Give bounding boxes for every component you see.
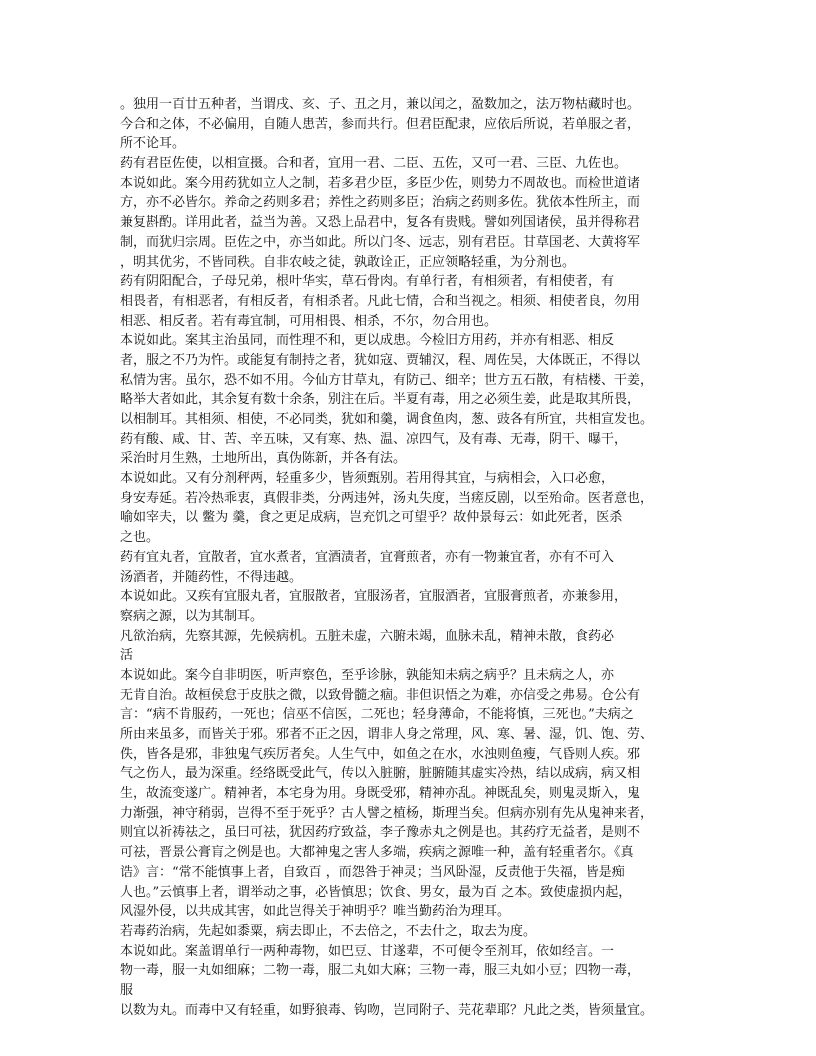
text-line: 身安寿延。若冷热乖衷，真假非类，分两违舛，汤丸失度，当瘥反剧，以至殆命。医者意也， [120,490,654,506]
text-line: 之也。 [120,530,160,546]
text-line: 无肯自治。故桓侯怠于皮肤之微，以致骨髓之痼。非但识悟之为难，亦信受之弗易。仓公有 [120,687,641,703]
text-line: 者，服之不乃为忤。或能复有制持之者，犹如寇、贾辅汉，程、周佐吴，大体既正，不得以 [120,352,641,368]
text-line: 力渐强，神守稍弱，岂得不至于死乎？古人譬之植杨，斯理当矣。但病亦别有先从鬼神来者， [120,805,654,821]
text-line: 以数为丸。而毒中又有轻重，如野狼毒、钩吻，岂同附子、芫花辈耶？凡此之类，皆须量宜。 [120,1002,654,1018]
text-line: 所不论耳。 [120,136,186,152]
text-line: 察病之源，以为其制耳。 [120,608,264,624]
text-line: 风湿外侵，以共成其害，如此岂得关于神明乎？唯当勤药治为理耳。 [120,904,511,920]
text-line: 服 [120,982,134,998]
text-line: 药有酸、咸、甘、苦、辛五味，又有寒、热、温、凉四气，及有毒、无毒，阴干、曝干， [120,431,628,447]
text-line: 生，故流变遂广。精神者，本宅身为用。身既受邪，精神亦乱。神既乱矣，则鬼灵斯入，鬼 [120,786,641,802]
text-line: 以相制耳。其相须、相使，不必同类，犹如和羹，调食鱼肉，葱、豉各有所宜，共相宣发也。 [120,412,654,427]
text-line: 本说如此。案其主治虽同，而性理不和，更以成患。今检旧方用药，并亦有相恶、相反 [120,333,615,349]
text-line: 可祛，晋景公膏肓之例是也。大都神鬼之害人多端，疾病之源唯一种，盖有轻重者尔。《真 [120,845,634,861]
text-line: 活 [120,648,134,664]
text-line: 物一毒，服一丸如细麻；二物一毒，服二丸如大麻；三物一毒，服三丸如小豆；四物一毒， [120,963,641,979]
text-line: 略举大者如此，其余复有数十余条，别注在后。半夏有毒，用之必须生姜，此是取其所畏， [120,392,641,408]
text-line: 相恶、相反者。若有毒宜制，可用相畏、相杀，不尔，勿合用也。 [120,313,498,329]
text-line: 相畏者，有相恶者，有相反者，有相杀者。凡此七情，合和当视之。相须、相使者良，勿用 [120,293,641,309]
text-line: 所由来虽多，而皆关于邪。邪者不正之因，谓非人身之常理，风、寒、暑、湿，饥、饱、劳、 [120,727,654,742]
text-line: 本说如此。又疾有宜服丸者，宜服散者，宜服汤者，宜服酒者，宜服膏煎者，亦兼参用， [120,589,628,605]
text-line: 私情为害。虽尔，恐不如不用。今仙方甘草丸，有防己、细辛；世方五石散，有桔楼、干姜， [120,372,654,388]
text-line: 则宜以祈祷祛之，虽曰可祛，犹因药疗致益，李子豫赤丸之例是也。其药疗无益者，是则不 [120,825,641,841]
text-line: 药有君臣佐使，以相宣摄。合和者，宜用一君、二臣、五佐，又可一君、三臣、九佐也。 [120,156,628,172]
document-body [120,95,720,1020]
text-line: 佚，皆各是邪，非独鬼气疾厉者矣。人生气中，如鱼之在水，水浊则鱼瘦，气昏则人疾。邪 [120,746,641,762]
text-line: 凡欲治病，先察其源，先候病机。五脏未虚，六腑未竭，血脉未乱，精神未散，食药必 [120,628,615,644]
text-line: 制，而犹归宗周。臣佐之中，亦当如此。所以门冬、远志，别有君臣。甘草国老、大黄将军 [120,234,641,250]
text-line: 药有阴阳配合，子母兄弟，根叶华实，草石骨肉。有单行者，有相须者，有相使者，有 [120,274,615,290]
text-line: 药有宜丸者，宜散者，宜水煮者，宜酒渍者，宜膏煎者，亦有一物兼宜者，亦有不可入 [120,549,615,565]
text-line: 本说如此。案盖谓单行一两种毒物，如巴豆、甘遂辈，不可便令至剂耳，依如经言。一 [120,943,615,959]
text-line: 本说如此。又有分剂秤两，轻重多少，皆须甄别。若用得其宜，与病相会，入口必愈， [120,471,615,487]
text-line: 方，亦不必皆尔。养命之药则多君；养性之药则多臣；治病之药则多佐。犹依本性所主，而 [120,195,641,211]
text-line: 本说如此。案今自非明医，听声察色，至乎诊脉，孰能知未病之病乎？且未病之人，亦 [120,667,615,683]
text-line: 兼复斟酌。详用此者，益当为善。又恐上品君中，复各有贵贱。譬如列国诸侯，虽并得称君 [120,215,641,231]
text-line: 诰》言：“常不能慎事上者，自致百 ，而怨咎于神灵；当风卧湿，反责他于失福，皆是痴 [120,864,625,880]
text-line: 人也。”云慎事上者，谓举动之事，必皆慎思；饮食、男女，最为百 之本。致使虚损内起， [120,884,632,900]
text-line: 若毒药治病，先起如黍粟，病去即止，不去倍之，不去什之，取去为度。 [120,923,537,939]
text-line: 。独用一百廿五种者，当谓戌、亥、子、丑之月，兼以闰之，盈数加之，法万物枯藏时也。 [120,97,641,112]
text-line: 喻如宰夫，以 鳖为 羹，食之更足成病，岂充饥之可望乎？故仲景每云：如此死者，医杀 [120,510,623,526]
text-line: 言：“病不肯服药，一死也；信巫不信医，二死也；轻身薄命，不能将慎，三死也。”夫病之 [120,707,634,723]
text-line: 今合和之体，不必偏用，自随人患苦，参而共行。但君臣配隶，应依后所说，若单服之者， [120,116,641,132]
text-line: 气之伤人，最为深重。经络既受此气，传以入脏腑，脏腑随其虚实冷热，结以成病，病又相 [120,766,641,782]
text-line: 汤酒者，并随药性，不得违越。 [120,569,303,585]
text-line: ，明其优劣，不皆同秩。自非农岐之徒，孰敢诠正，正应领略轻重，为分剂也。 [120,254,576,270]
text-line: 本说如此。案今用药犹如立人之制，若多君少臣，多臣少佐，则势力不周故也。而检世道诸 [120,175,641,191]
text-line: 采治时月生熟，土地所出，真伪陈新，并各有法。 [120,451,407,467]
